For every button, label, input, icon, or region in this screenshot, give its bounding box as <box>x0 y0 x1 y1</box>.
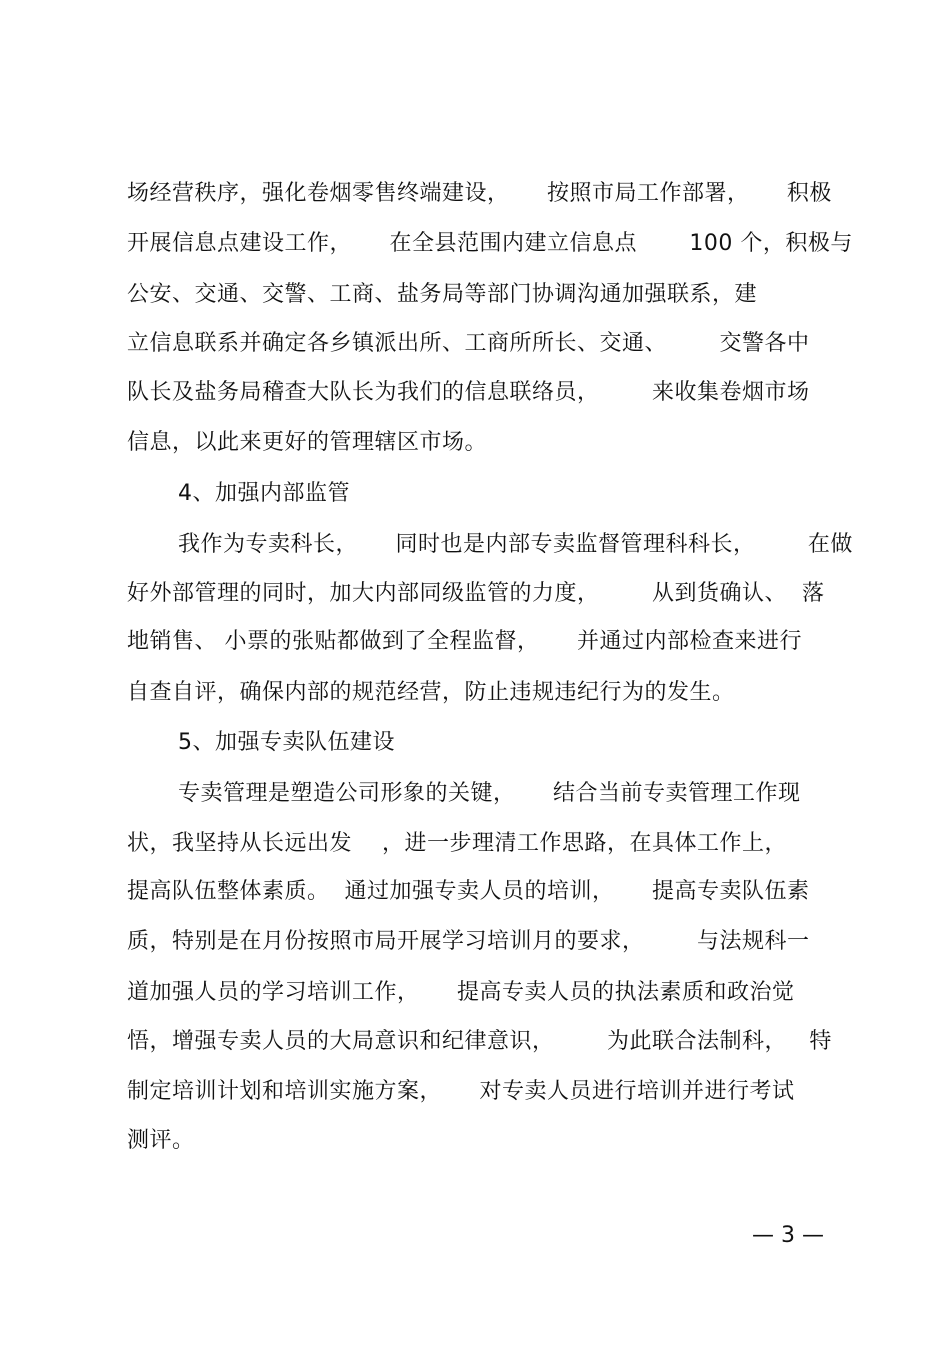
paragraph-line: 制定培训计划和培训实施方案， 对专卖人员进行培训并进行考试 <box>127 1079 795 1104</box>
paragraph-line: 好外部管理的同时，加大内部同级监管的力度， 从到货确认、 落 <box>127 581 825 606</box>
paragraph-line: 队长及盐务局稽查大队长为我们的信息联络员， 来收集卷烟市场 <box>127 380 810 405</box>
paragraph-line: 地销售、 小票的张贴都做到了全程监督， 并通过内部检查来进行 <box>127 629 802 654</box>
paragraph-line: 道加强人员的学习培训工作， 提高专卖人员的执法素质和政治觉 <box>127 980 795 1005</box>
page-number: — 3 — <box>752 1223 824 1248</box>
section-heading: 4、加强内部监管 <box>178 481 350 506</box>
paragraph-line: 自查自评，确保内部的规范经营，防止违规违纪行为的发生。 <box>127 680 735 705</box>
section-heading: 5、加强专卖队伍建设 <box>178 730 395 755</box>
paragraph-line: 公安、交通、交警、工商、盐务局等部门协调沟通加强联系，建 <box>127 282 758 307</box>
paragraph-line: 我作为专卖科长， 同时也是内部专卖监督管理科科长， 在做 <box>178 532 853 557</box>
paragraph-line: 提高队伍整体素质。 通过加强专卖人员的培训， 提高专卖队伍素 <box>127 879 810 904</box>
paragraph-line: 立信息联系并确定各乡镇派出所、工商所所长、交通、 交警各中 <box>127 331 810 356</box>
paragraph-line: 状，我坚持从长远出发 ，进一步理清工作思路，在具体工作上， <box>127 831 787 856</box>
paragraph-line: 悟，增强专卖人员的大局意识和纪律意识， 为此联合法制科， 特 <box>127 1029 832 1054</box>
paragraph-line: 场经营秩序，强化卷烟零售终端建设， 按照市局工作部署， 积极 <box>127 181 832 206</box>
paragraph-line: 专卖管理是塑造公司形象的关键， 结合当前专卖管理工作现 <box>178 781 801 806</box>
paragraph-line: 信息，以此来更好的管理辖区市场。 <box>127 430 488 455</box>
paragraph-line: 测评。 <box>127 1128 195 1153</box>
paragraph-line: 开展信息点建设工作， 在全县范围内建立信息点 100 个，积极与 <box>127 231 853 256</box>
paragraph-line: 质，特别是在月份按照市局开展学习培训月的要求， 与法规科一 <box>127 929 810 954</box>
